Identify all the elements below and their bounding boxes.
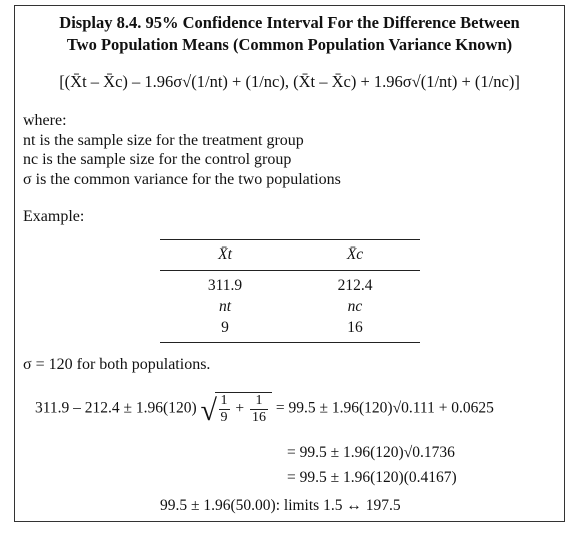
n-label-c: nc	[347, 297, 363, 315]
mean-c: 212.4	[337, 276, 373, 294]
mean-t: 311.9	[207, 276, 243, 294]
n-value-c: 16	[347, 318, 363, 336]
fraction-1-num: 1	[220, 393, 228, 408]
n-label-t: nt	[218, 297, 232, 315]
where-line-nt: nt is the sample size for the treatment group	[23, 131, 304, 149]
ci-formula: [(X̄t – X̄c) – 1.96σ√(1/nt) + (1/nc), (X̄t – X̄c) + 1.96σ√(1/nt) + (1/nc)]	[59, 72, 520, 91]
fraction-2	[250, 393, 268, 426]
n-value-t: 9	[221, 318, 229, 336]
table-row	[160, 275, 420, 296]
fraction-1	[219, 393, 230, 426]
where-label: where:	[23, 112, 67, 129]
table-row	[160, 317, 420, 338]
display-box	[14, 5, 565, 522]
header-xt: X̄t	[218, 246, 232, 263]
where-line-sigma: σ is the common variance for the two populations	[23, 170, 341, 188]
example-table	[160, 239, 420, 343]
radical-sign: √	[200, 394, 217, 427]
plus-sign: +	[235, 400, 245, 418]
title-line-2: Two Population Means (Common Population Variance Known)	[66, 35, 513, 54]
title-line-1: Display 8.4. 95% Confidence Interval For the Difference Between	[59, 13, 520, 32]
calc-line-1	[35, 392, 494, 426]
calc-step-1: = 99.5 ± 1.96(120)√0.111 + 0.0625	[275, 399, 494, 417]
example-table-header	[160, 240, 420, 271]
example-label: Example:	[23, 208, 85, 225]
sigma-statement: σ = 120 for both populations.	[23, 356, 211, 373]
calc-step-3: = 99.5 ± 1.96(120)(0.4167)	[287, 469, 457, 486]
calc-step-2: = 99.5 ± 1.96(120)√0.1736	[287, 444, 455, 461]
table-row	[160, 296, 420, 317]
fraction-1-den: 9	[220, 410, 228, 425]
display-title	[15, 12, 564, 56]
header-xc: X̄c	[346, 246, 364, 263]
sqrt-expression	[201, 392, 273, 426]
sqrt-body	[215, 392, 273, 426]
where-line-nc: nc is the sample size for the control group	[23, 151, 292, 168]
where-block	[23, 111, 341, 189]
fraction-2-den: 16	[252, 410, 267, 425]
calc-result: 99.5 ± 1.96(50.00): limits 1.5 ↔ 197.5	[160, 497, 401, 514]
fraction-2-num: 1	[250, 393, 268, 410]
calc-lhs: 311.9 – 212.4 ± 1.96(120)	[35, 399, 197, 417]
